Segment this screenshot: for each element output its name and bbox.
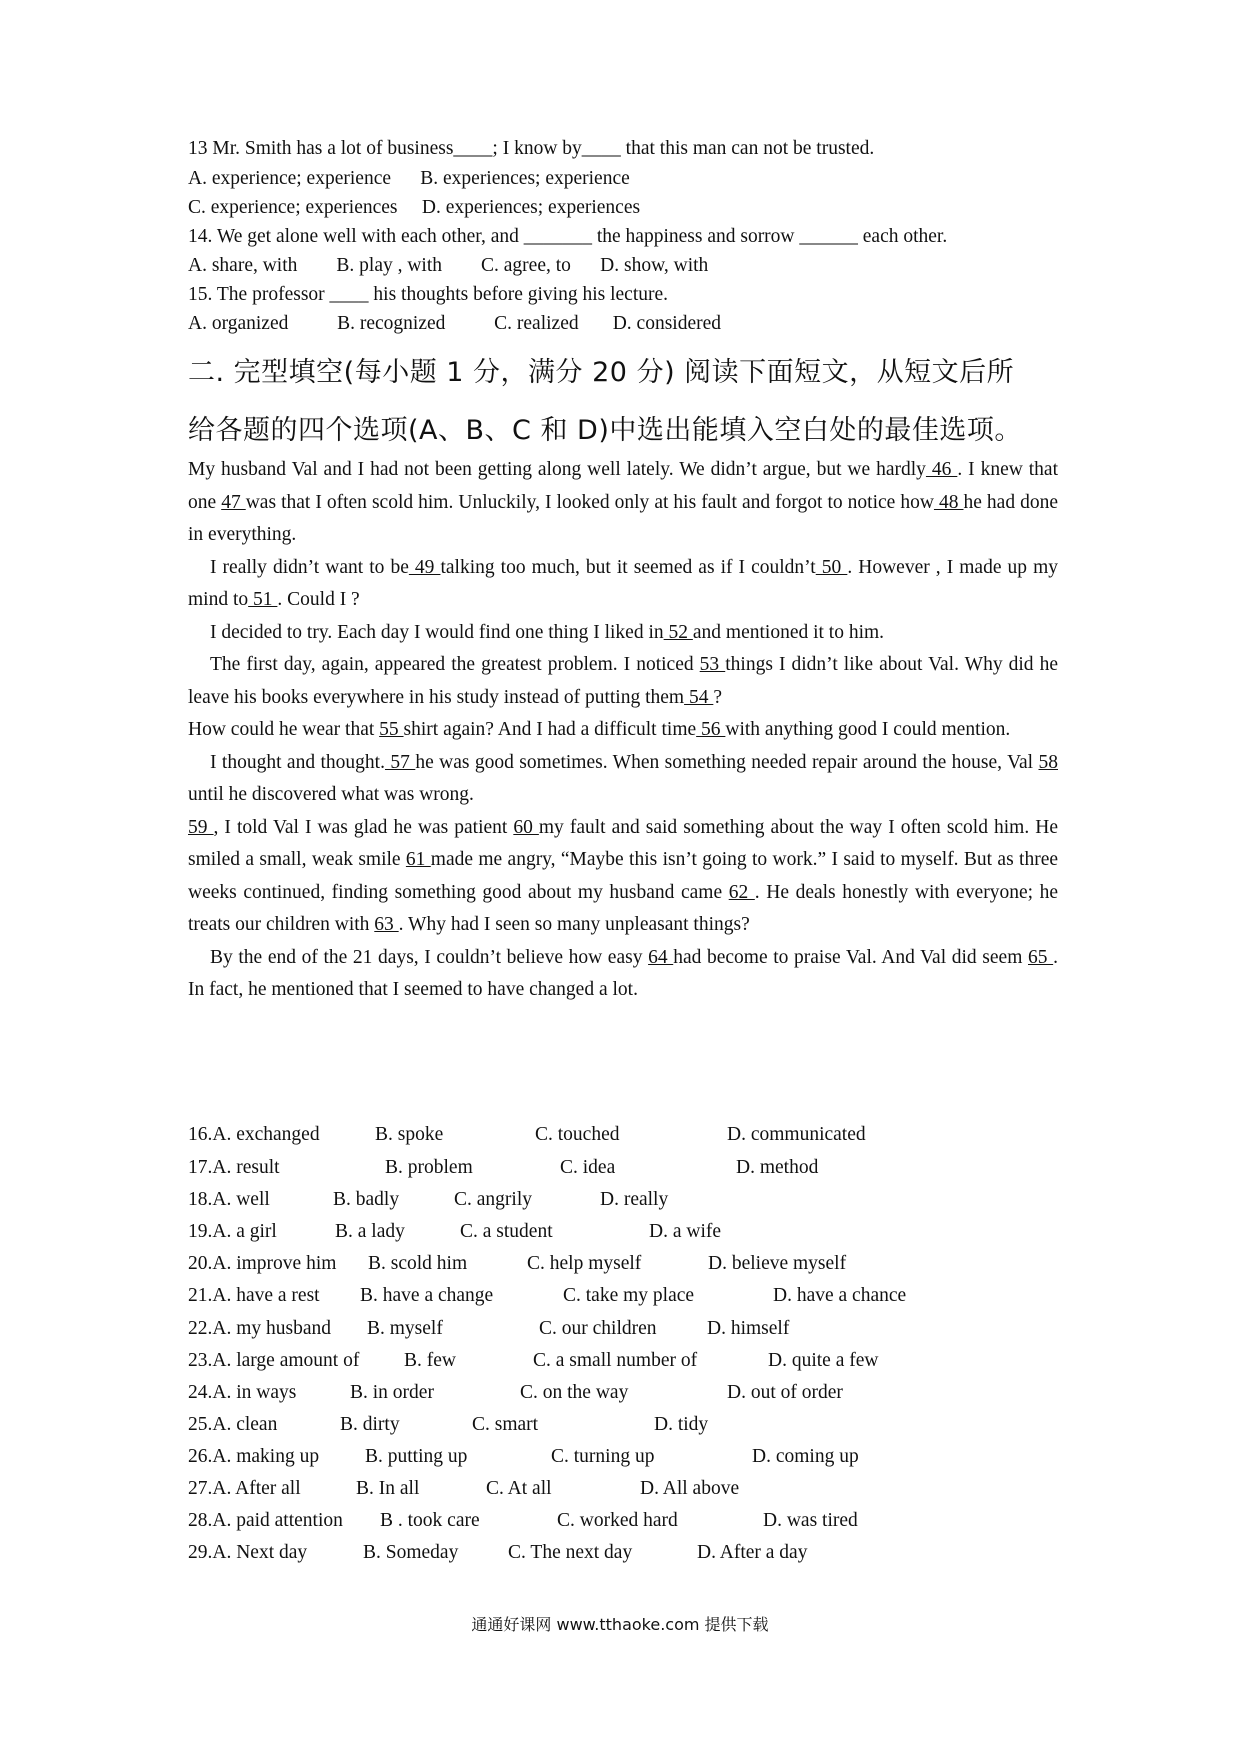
option-16c: C. touched — [535, 1124, 620, 1145]
blank-58: 58 — [1038, 751, 1058, 773]
option-18b: B. badly — [333, 1189, 400, 1210]
option-22d: D. himself — [707, 1318, 790, 1339]
passage-paragraph-2: I really didn’t want to be 49 talking too much, but it seemed as if I couldn’t 50 . However , I made up my mind to 51 . Could I ? — [188, 556, 1059, 610]
option-28b: B . took care — [380, 1510, 480, 1531]
option-19a: 19.A. a girl — [188, 1221, 277, 1242]
blank-63: 63 — [374, 914, 399, 935]
question-13-options-ab: A. experience; experience B. experiences; experience — [188, 168, 630, 189]
blank-54: 54 — [684, 686, 714, 708]
passage-paragraph-1: My husband Val and I had not been getting along well lately. We didn’t argue, but we hardly 46 . I knew that one 47 was that I often scold him. Unluckily, I looked only at his fault and forgot to notice how 48 he had done in everything. — [188, 459, 1059, 545]
option-19d: D. a wife — [649, 1221, 722, 1242]
blank-47: 47 — [221, 491, 246, 513]
option-23c: C. a small number of — [533, 1350, 698, 1371]
option-27a: 27.A. After all — [188, 1478, 301, 1499]
option-17c: C. idea — [560, 1157, 616, 1178]
option-24a: 24.A. in ways — [188, 1382, 297, 1403]
option-21b: B. have a change — [360, 1285, 494, 1306]
option-25b: B. dirty — [340, 1414, 400, 1435]
option-27c: C. At all — [486, 1478, 552, 1499]
page-footer: 通通好课网 www.tthaoke.com 提供下载 — [471, 1615, 769, 1634]
question-15: 15. The professor ____ his thoughts before giving his lecture. — [188, 284, 669, 305]
option-18c: C. angrily — [454, 1189, 532, 1210]
option-16b: B. spoke — [375, 1124, 444, 1145]
blank-50: 50 — [815, 556, 848, 578]
blank-64: 64 — [648, 946, 674, 968]
blank-51: 51 — [248, 589, 278, 610]
option-20c: C. help myself — [527, 1253, 642, 1274]
blank-65: 65 — [1028, 946, 1054, 968]
option-24d: D. out of order — [727, 1382, 843, 1403]
option-26a: 26.A. making up — [188, 1446, 320, 1467]
option-25d: D. tidy — [654, 1414, 709, 1435]
option-28c: C. worked hard — [557, 1510, 678, 1531]
blank-59: 59 — [188, 816, 214, 838]
blank-53: 53 — [699, 654, 726, 675]
question-13: 13 Mr. Smith has a lot of business____; I know by____ that this man can not be trusted. — [188, 138, 875, 159]
option-21a: 21.A. have a rest — [188, 1285, 320, 1306]
question-13-options-cd: C. experience; experiences D. experiences; experiences — [188, 197, 641, 218]
option-28a: 28.A. paid attention — [188, 1510, 343, 1531]
blank-52: 52 — [663, 621, 693, 643]
blank-46: 46 — [925, 459, 958, 480]
option-21d: D. have a chance — [773, 1285, 907, 1306]
question-15-options: A. organized B. recognized C. realized D. considered — [188, 313, 722, 334]
option-26d: D. coming up — [752, 1446, 859, 1467]
option-25c: C. smart — [472, 1414, 539, 1435]
blank-48: 48 — [933, 491, 964, 513]
option-23d: D. quite a few — [768, 1350, 879, 1371]
option-24b: B. in order — [350, 1382, 434, 1403]
option-29c: C. The next day — [508, 1542, 633, 1563]
section-heading-line1: 二. 完型填空(每小题 1 分，满分 20 分) 阅读下面短文，从短文后所 — [188, 357, 1015, 388]
option-25a: 25.A. clean — [188, 1414, 278, 1435]
blank-60: 60 — [513, 816, 539, 838]
option-24c: C. on the way — [520, 1382, 629, 1403]
passage-paragraph-6: I thought and thought. 57 he was good sometimes. When something needed repair around the house, Val 58 until he discovered what was wrong. — [188, 751, 1058, 805]
question-14: 14. We get alone well with each other, and _______ the happiness and sorrow ______ each other. — [188, 226, 948, 247]
option-20b: B. scold him — [368, 1253, 468, 1274]
option-26c: C. turning up — [551, 1446, 655, 1467]
option-19c: C. a student — [460, 1221, 553, 1242]
option-28d: D. was tired — [763, 1510, 858, 1531]
option-20a: 20.A. improve him — [188, 1253, 337, 1274]
blank-62: 62 — [728, 881, 755, 903]
option-23b: B. few — [404, 1350, 456, 1371]
blank-55: 55 — [379, 719, 404, 740]
blank-56: 56 — [696, 719, 726, 740]
option-17a: 17.A. result — [188, 1157, 280, 1178]
option-16d: D. communicated — [727, 1124, 866, 1145]
option-22a: 22.A. my husband — [188, 1318, 331, 1339]
option-29b: B. Someday — [363, 1542, 459, 1563]
option-19b: B. a lady — [335, 1221, 405, 1242]
passage-paragraph-8: By the end of the 21 days, I couldn’t believe how easy 64 had become to praise Val. And Val did seem 65 . In fact, he mentioned that I seemed to have changed a lot. — [188, 946, 1058, 1000]
option-26b: B. putting up — [365, 1446, 468, 1467]
passage-paragraph-7: 59 , I told Val I was glad he was patient 60 my fault and said something about the way I often scold him. He smiled a small, weak smile 61 made me angry, “Maybe this isn’t going to work.” I said to myself. But as three weeks continued, finding something good about my husband came 62 . He deals honestly with everyone; he treats our children with 63 . Why had I seen so many unpleasant things? — [188, 816, 1059, 935]
option-27b: B. In all — [356, 1478, 420, 1499]
passage-paragraph-5: How could he wear that 55 shirt again? And I had a difficult time 56 with anything good I could mention. — [188, 719, 1011, 740]
option-21c: C. take my place — [563, 1285, 695, 1306]
option-17d: D. method — [736, 1157, 819, 1178]
passage-paragraph-4: The first day, again, appeared the greatest problem. I noticed 53 things I didn’t like about Val. Why did he leave his books everywhere in his study instead of putting them 54 ? — [188, 654, 1058, 708]
cloze-passage — [188, 454, 1058, 1007]
option-22c: C. our children — [539, 1318, 657, 1339]
blank-57: 57 — [384, 751, 416, 773]
option-29a: 29.A. Next day — [188, 1542, 308, 1563]
blank-49: 49 — [408, 556, 441, 578]
option-17b: B. problem — [385, 1157, 473, 1178]
passage-paragraph-3: I decided to try. Each day I would find one thing I liked in 52 and mentioned it to him. — [210, 621, 885, 643]
option-18a: 18.A. well — [188, 1189, 270, 1210]
option-29d: D. After a day — [697, 1542, 808, 1563]
option-16a: 16.A. exchanged — [188, 1124, 320, 1145]
option-22b: B. myself — [367, 1318, 443, 1339]
option-18d: D. really — [600, 1189, 669, 1210]
option-23a: 23.A. large amount of — [188, 1350, 360, 1371]
section-heading-line2: 给各题的四个选项(A、B、C 和 D)中选出能填入空白处的最佳选项。 — [188, 415, 1022, 446]
option-20d: D. believe myself — [708, 1253, 847, 1274]
question-14-options: A. share, with B. play , with C. agree, to D. show, with — [188, 255, 709, 276]
option-27d: D. All above — [640, 1478, 740, 1499]
blank-61: 61 — [405, 849, 431, 870]
